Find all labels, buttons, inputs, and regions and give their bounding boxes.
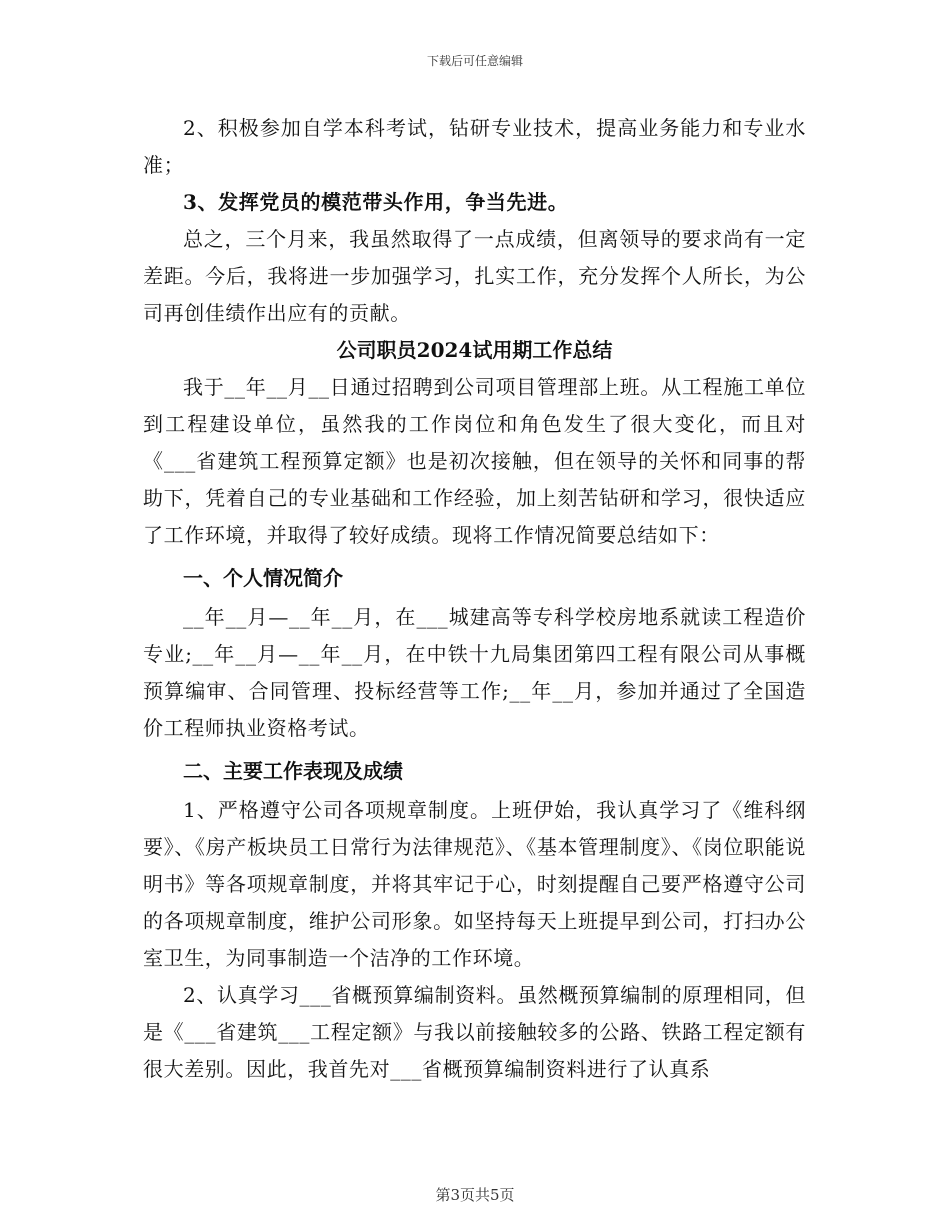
- page-header: 下载后可任意编辑: [426, 54, 523, 68]
- document-title: 公司职员2024试用期工作总结: [336, 338, 613, 362]
- document-body: [143, 110, 806, 1088]
- page-footer: 第3页共5页: [435, 1186, 515, 1204]
- section-heading-performance: 二、主要工作表现及成绩: [183, 759, 403, 783]
- paragraph-conclusion: 总之，三个月来，我虽然取得了一点成绩，但离领导的要求尚有一定差距。今后，我将进一步加强学习，扎实工作，充分发挥个人所长，为公司再创佳绩作出应有的贡献。: [143, 227, 806, 325]
- paragraph-party-role: 3、发挥党员的模范带头作用，争当先进。: [183, 190, 569, 214]
- paragraph-personal: __年__月—__年__月，在___城建高等专科学校房地系就读工程造价专业;__年__月—__年__月，在中铁十九局集团第四工程有限公司从事概预算编审、合同管理、投标经营等工作;__年__月，参加并通过了全国造价工程师执业资格考试。: [143, 605, 806, 740]
- paragraph-study-goal: 2、积极参加自学本科考试，钻研专业技术，提高业务能力和专业水准；: [143, 116, 806, 177]
- section-heading-personal: 一、个人情况简介: [183, 566, 343, 590]
- paragraph-budget-study: 2、认真学习___省概预算编制资料。虽然概预算编制的原理相同，但是《___省建筑___工程定额》与我以前接触较多的公路、铁路工程定额有很大差别。因此，我首先对___省概预算编制资料进行了认真系: [143, 983, 806, 1081]
- paragraph-intro: 我于__年__月__日通过招聘到公司项目管理部上班。从工程施工单位到工程建设单位，虽然我的工作岗位和角色发生了很大变化，而且对《___省建筑工程预算定额》也是初次接触，但在领导的关怀和同事的帮助下，凭着自己的专业基础和工作经验，加上刻苦钻研和学习，很快适应了工作环境，并取得了较好成绩。现将工作情况简要总结如下：: [143, 375, 806, 547]
- paragraph-rules: 1、严格遵守公司各项规章制度。上班伊始，我认真学习了《维科纲要》、《房产板块员工日常行为法律规范》、《基本管理制度》、《岗位职能说明书》等各项规章制度，并将其牢记于心，时刻提醒自己要严格遵守公司的各项规章制度，维护公司形象。如坚持每天上班提早到公司，打扫办公室卫生，为同事制造一个洁净的工作环境。: [143, 798, 806, 970]
